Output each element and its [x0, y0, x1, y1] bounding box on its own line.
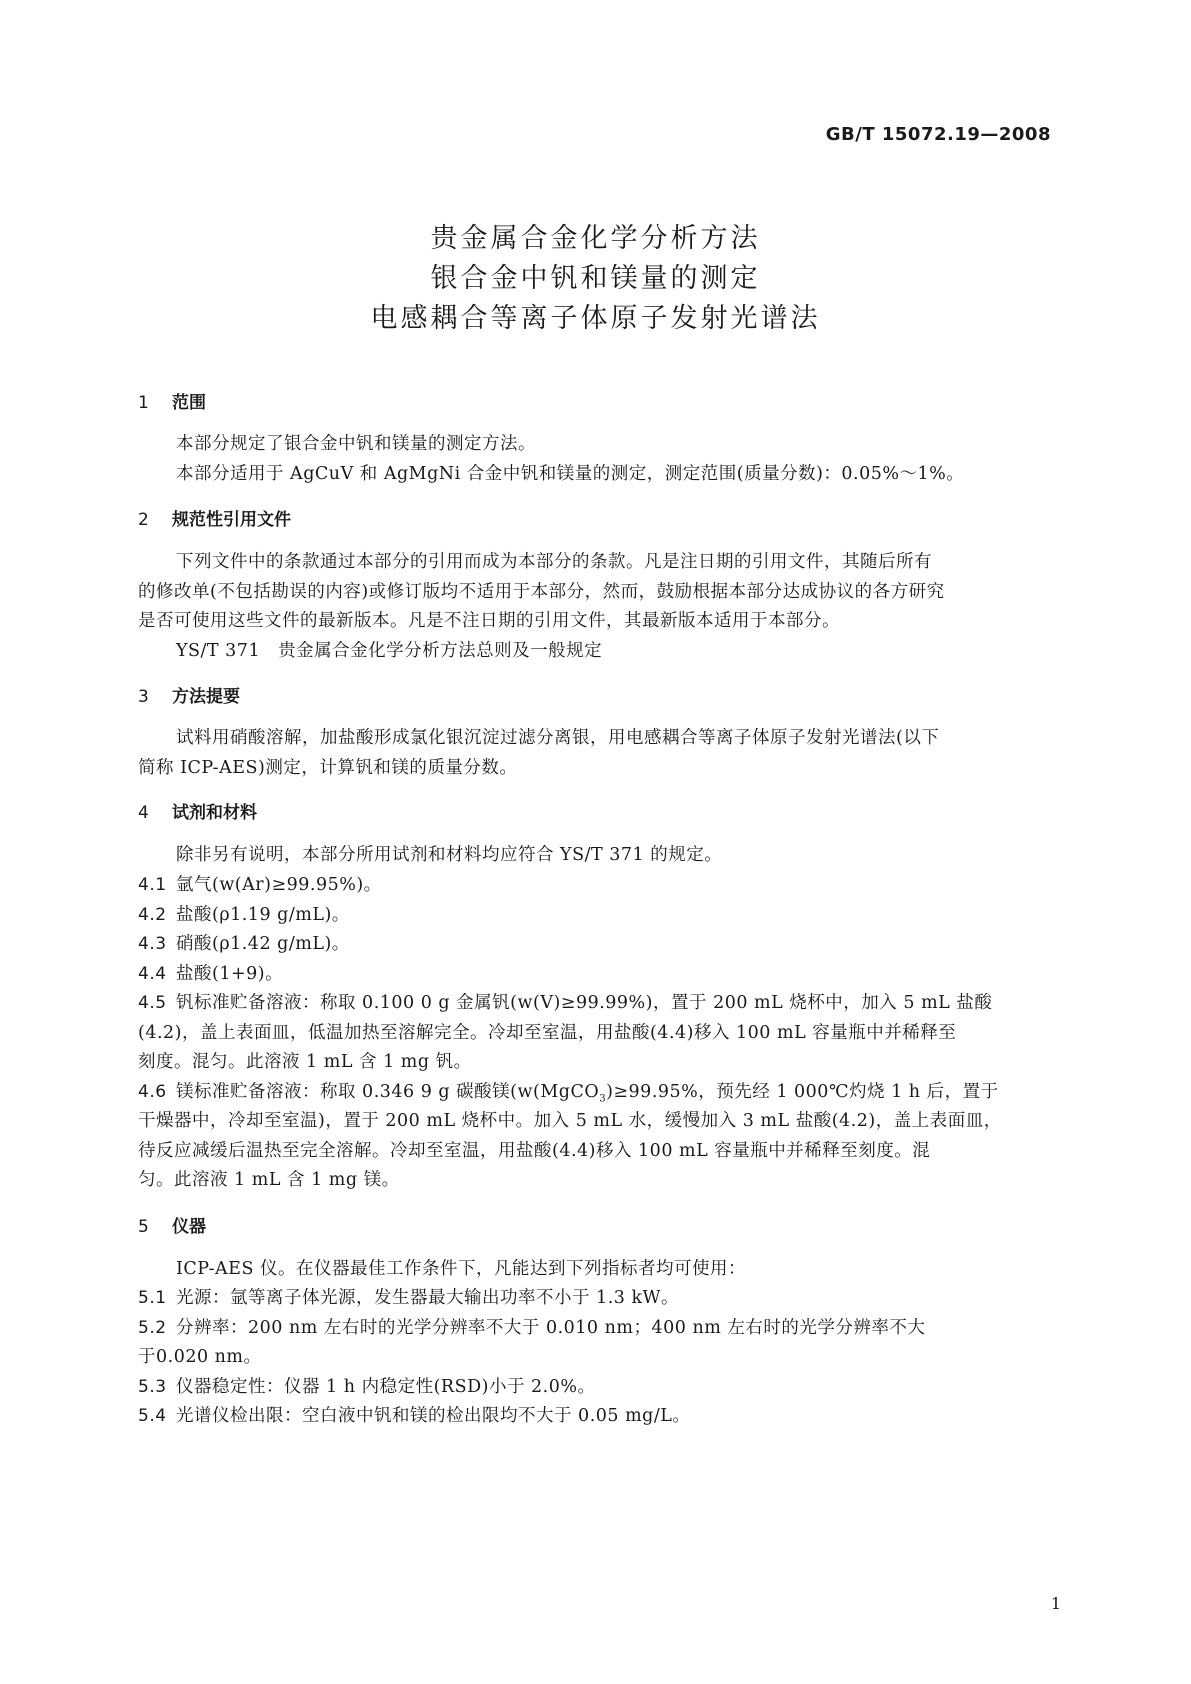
list-item: 4.2 盐酸(ρ1.19 g/mL)。	[138, 905, 350, 925]
list-item: 4.5 钒标准贮备溶液：称取 0.100 0 g 金属钒(w(V)≥99.99%)，置于 200 mL 烧杯中，加入 5 mL 盐酸	[138, 993, 993, 1013]
reference-item: YS/T 371 贵金属合金化学分析方法总则及一般规定	[176, 641, 603, 661]
list-item: 5.1 光源：氩等离子体光源，发生器最大输出功率不小于 1.3 kW。	[138, 1288, 680, 1308]
paragraph-line: 于0.020 nm。	[138, 1347, 262, 1367]
section-5-heading	[138, 1212, 206, 1237]
list-item: 5.3 仪器稳定性：仪器 1 h 内稳定性(RSD)小于 2.0%。	[138, 1377, 596, 1397]
paragraph: 本部分适用于 AgCuV 和 AgMgNi 合金中钒和镁量的测定，测定范围(质量分数)：0.05%～1%。	[176, 464, 965, 484]
list-item: 4.4 盐酸(1+9)。	[138, 964, 284, 984]
list-item: 4.6 镁标准贮备溶液：称取 0.346 9 g 碳酸镁(w(MgCO$_3$)≥99.95%，预先经 1 000℃灼烧 1 h 后，置于	[138, 1082, 999, 1105]
paragraph-line: 刻度。混匀。此溶液 1 mL 含 1 mg 钒。	[138, 1052, 472, 1072]
section-1-heading	[138, 388, 206, 413]
list-item: 4.3 硝酸(ρ1.42 g/mL)。	[138, 934, 350, 954]
section-number: 4	[138, 803, 149, 823]
section-number: 2	[138, 510, 149, 530]
section-title: 规范性引用文件	[172, 510, 291, 530]
paragraph: 本部分规定了银合金中钒和镁量的测定方法。	[176, 434, 536, 454]
section-number: 3	[138, 687, 149, 707]
page-number: 1	[1050, 1594, 1061, 1613]
title-line-2: 银合金中钒和镁量的测定	[430, 263, 761, 294]
section-title: 仪器	[172, 1217, 206, 1237]
paragraph: 除非另有说明，本部分所用试剂和材料均应符合 YS/T 371 的规定。	[176, 845, 723, 865]
list-item: 5.4 光谱仪检出限：空白液中钒和镁的检出限均不大于 0.05 mg/L。	[138, 1406, 691, 1426]
paragraph-line: 试料用硝酸溶解，加盐酸形成氯化银沉淀过滤分离银，用电感耦合等离子体原子发射光谱法(以下	[176, 728, 940, 748]
paragraph-line: 的修改单(不包括勘误的内容)或修订版均不适用于本部分，然而，鼓励根据本部分达成协议的各方研究	[138, 582, 945, 602]
title-line-3: 电感耦合等离子体原子发射光谱法	[370, 303, 821, 334]
paragraph-line: 待反应减缓后温热至完全溶解。冷却至室温，用盐酸(4.4)移入 100 mL 容量瓶中并稀释至刻度。混	[138, 1141, 931, 1161]
section-number: 5	[138, 1217, 149, 1237]
paragraph-line: (4.2)，盖上表面皿，低温加热至溶解完全。冷却至室温，用盐酸(4.4)移入 100 mL 容量瓶中并稀释至	[138, 1023, 957, 1043]
section-title: 方法提要	[172, 687, 240, 707]
section-3-heading	[138, 682, 240, 707]
paragraph-line: 匀。此溶液 1 mL 含 1 mg 镁。	[138, 1170, 400, 1190]
standard-code: GB/T 15072.19—2008	[825, 124, 1051, 145]
paragraph: ICP-AES 仪。在仪器最佳工作条件下，凡能达到下列指标者均可使用：	[176, 1259, 746, 1279]
section-title: 范围	[172, 393, 206, 413]
paragraph-line: 是否可使用这些文件的最新版本。凡是不注日期的引用文件，其最新版本适用于本部分。	[138, 611, 840, 631]
list-item: 4.1 氩气(w(Ar)≥99.95%)。	[138, 875, 382, 895]
section-number: 1	[138, 393, 149, 413]
title-line-1: 贵金属合金化学分析方法	[430, 223, 761, 254]
section-4-heading	[138, 798, 257, 823]
list-item: 5.2 分辨率：200 nm 左右时的光学分辨率不大于 0.010 nm；400 nm 左右时的光学分辨率不大	[138, 1318, 926, 1338]
section-title: 试剂和材料	[172, 803, 257, 823]
paragraph-line: 下列文件中的条款通过本部分的引用而成为本部分的条款。凡是注日期的引用文件，其随后所有	[176, 552, 932, 572]
section-2-heading	[138, 505, 291, 530]
paragraph-line: 简称 ICP-AES)测定，计算钒和镁的质量分数。	[138, 758, 518, 778]
paragraph-line: 干燥器中，冷却至室温)，置于 200 mL 烧杯中。加入 5 mL 水，缓慢加入 3 mL 盐酸(4.2)，盖上表面皿，	[138, 1111, 1002, 1131]
